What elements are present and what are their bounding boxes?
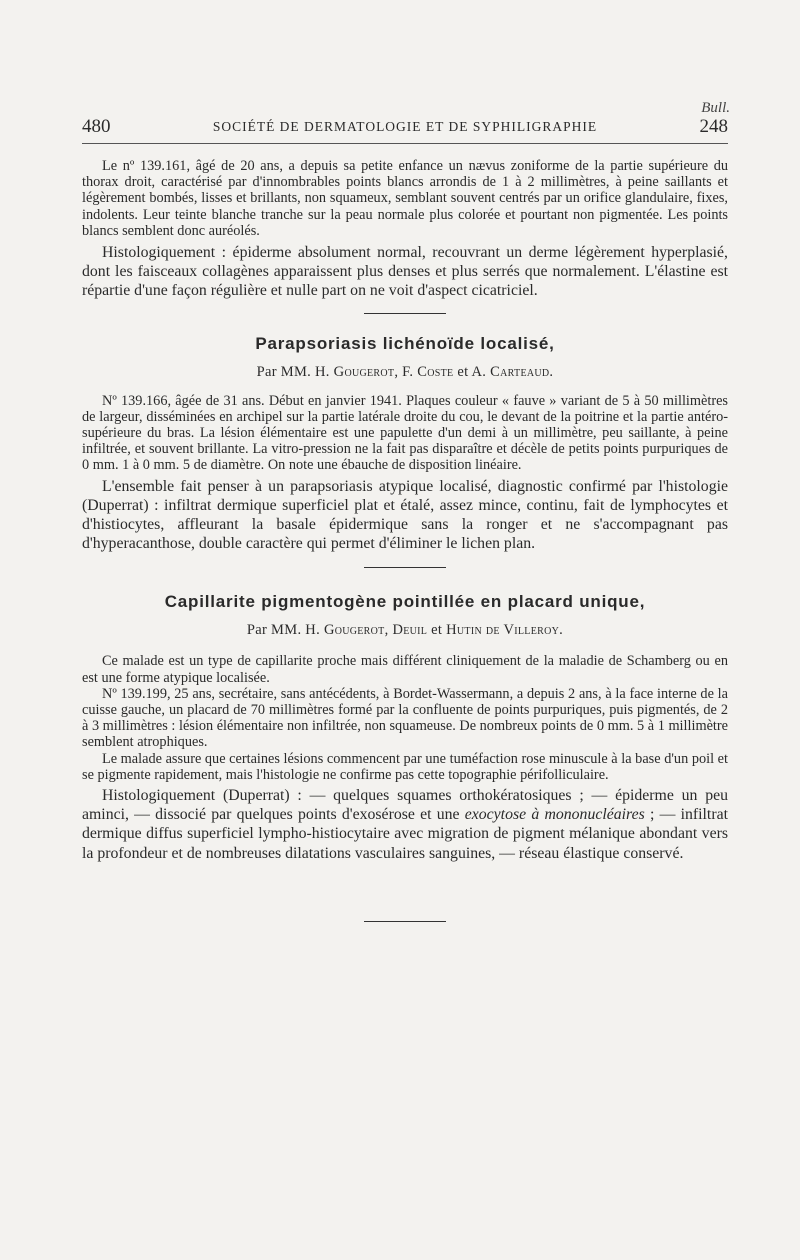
article-1-byline [82,364,728,381]
page-number-left: 480 [82,116,111,137]
article-1-paragraph-1: Nº 139.166, âgée de 31 ans. Début en janvier 1941. Plaques couleur « fauve » variant de 5 à 50 millimètres de largeur, disséminées en archipel sur la partie latérale droite du cou, le devant de la poitrine et la partie antéro-supérieure du bras. La lésion élémentaire est une papulette d'un demi à un millimètre, peu saillante, à peine infiltrée, et souvent brillante. La vitro-pression ne la fait pas disparaître et décèle de petits points purpuriques de 0 mm. 1 à 0 mm. 5 de diamètre. On note une ébauche de disposition linéaire. [82,392,728,474]
paragraph-text: ; — infiltrat dermique diffus superficiel lympho-histiocytaire avec migration de pigment mélanique abondant vers la profondeur et de nombreuses dilatations vasculaires sanguines, — réseau élastique conservé. [82,806,728,862]
author-name: Gougerot [333,363,395,380]
handwritten-note: Bull. [701,100,730,116]
byline-separator: et [427,622,447,639]
byline-suffix: . [549,363,554,380]
byline-separator: , [384,622,393,639]
intro-paragraph-2: Histologiquement : épiderme absolument normal, recouvrant un derme légèrement hyperplasié, dont les faisceaux collagènes apparaissent plus denses et plus serrés que normalement. L'élastine est répartie d'une façon régulière et nulle part on ne voit d'aspect cicatriciel. [82,244,728,300]
section-divider [364,921,446,922]
article-2-byline [82,622,728,639]
byline-separator: , F. [394,363,414,380]
header-rule [82,143,728,144]
article-2-paragraph-2: Nº 139.199, 25 ans, secrétaire, sans antécédents, à Bordet-Wassermann, a depuis 2 ans, à la face interne de la cuisse gauche, un placard de 70 millimètres formé par la confluente de points purpuriques, puis pigmentés, de 2 à 3 millimètres : lésion élémentaire non infiltrée, non squameuse. De nombreux points de 0 mm. 5 à 1 millimètre semblent atrophiques. [82,685,728,751]
section-divider [364,567,446,568]
page-header [82,116,728,138]
article-2-paragraph-3: Le malade assure que certaines lésions commencent par une tuméfaction rose minuscule à la base d'un poil et se pigmente rapidement, mais l'histologie ne confirme pas cette topographie périfolliculaire. [82,750,728,783]
page-body [82,158,728,922]
byline-prefix: Par MM. H. [246,622,320,639]
article-2-paragraph-1: Ce malade est un type de capillarite proche mais différent cliniquement de la maladie de Schamberg ou en est une forme atypique localisée. [82,653,728,686]
author-name: Hutin de Villeroy [446,622,560,639]
italic-term: exocytose à mononucléaires [464,806,645,824]
author-name: Gougerot [323,622,385,639]
byline-separator: et A. [453,363,487,380]
article-2-paragraph-4 [82,786,728,863]
article-1-paragraph-2: L'ensemble fait penser à un parapsoriasis atypique localisé, diagnostic confirmé par l'histologie (Duperrat) : infiltrat dermique superficiel plat et étalé, assez mince, continu, fait de lymphocytes et d'histiocytes, affleurant la basale épidermique sans la ronger et ne s'accompagnant pas d'hyperacanthose, double caractère qui permet d'éliminer le lichen plan. [82,477,728,553]
author-name: Deuil [392,622,428,639]
paragraph-text: Histologiquement (Duperrat) : — quelques squames orthokératosiques ; — épiderme un peu aminci, — dissocié par quelques points d'exosérose et une [82,787,728,824]
author-name: Coste [417,363,454,380]
intro-paragraph-1: Le nº 139.161, âgé de 20 ans, a depuis sa petite enfance un nævus zoniforme de la partie supérieure du thorax droit, caractérisé par d'innombrables points blancs arrondis de 1 à 2 millimètres, à peine saillants et légèrement bombés, lisses et brillants, non squameux, semblant souvent centrés par un orifice glandulaire, fixes, indolents. Leur teinte blanche tranche sur la peau normale plus colorée et pourtant non pigmentée. Les points blancs semblent donc auréolés. [82,158,728,239]
author-name: Carteaud [490,363,550,380]
byline-suffix: . [559,622,564,639]
article-1-title: Parapsoriasis lichénoïde localisé, [255,333,555,353]
running-title: SOCIÉTÉ DE DERMATOLOGIE ET DE SYPHILIGRAPHIE [212,119,598,134]
byline-prefix: Par MM. H. [256,363,330,380]
article-2-title: Capillarite pigmentogène pointillée en placard unique, [164,592,646,612]
page-number-right: 248 [699,116,728,137]
section-divider [364,313,446,314]
